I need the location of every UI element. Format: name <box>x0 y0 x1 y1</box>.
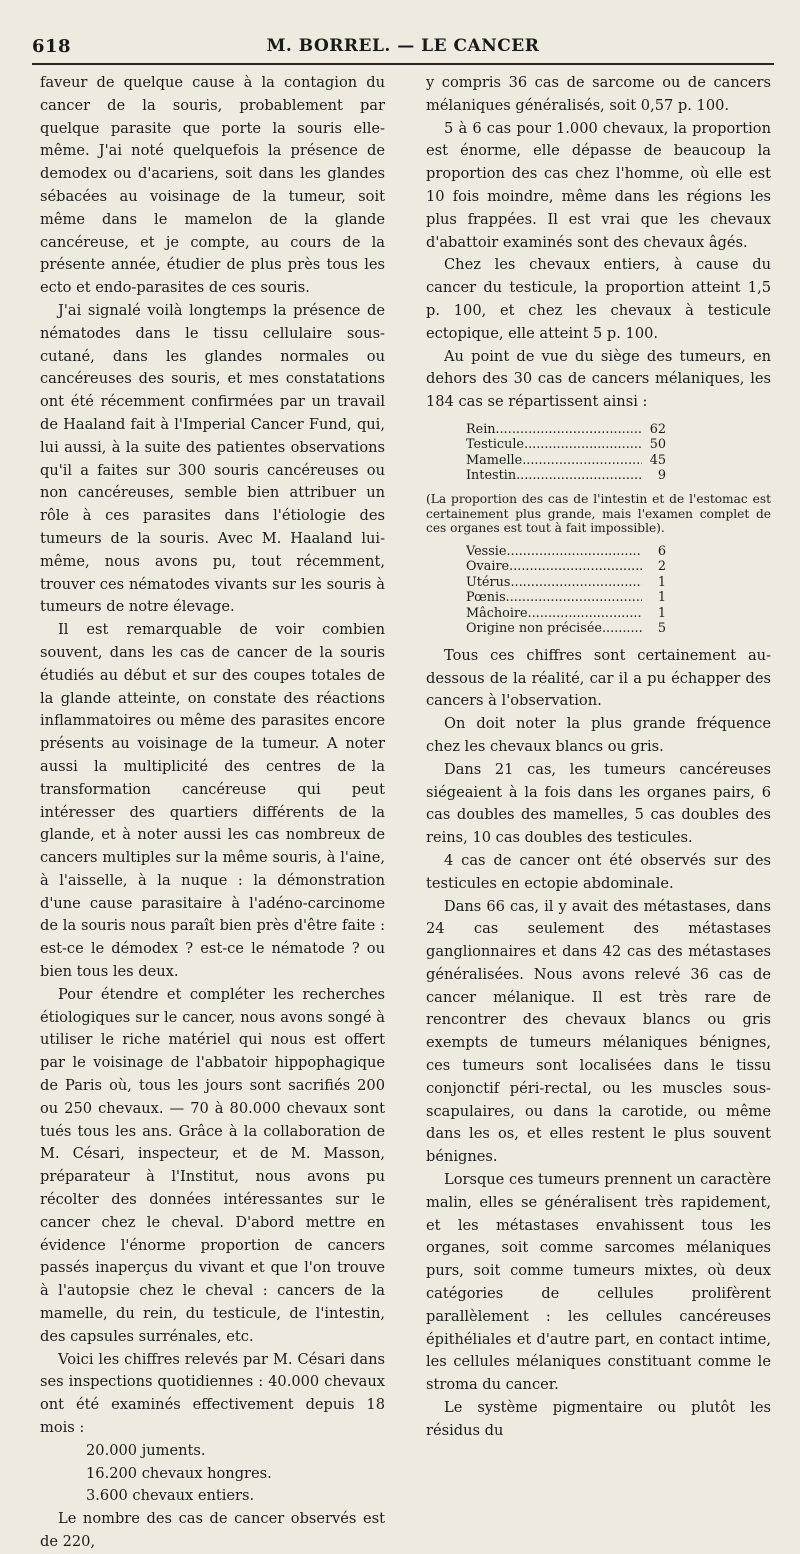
row-value: 2 <box>657 559 666 575</box>
row-value: 6 <box>657 543 666 559</box>
table-row <box>466 590 666 606</box>
paragraph: 5 à 6 cas pour 1.000 chevaux, la proportion est énorme, elle dépasse de beaucoup la proportion des cas chez l'homme, où elle est 10 fois moindre, même dans les régions les plus frappées. Il est vrai que les chevaux d'abattoir examinés sont des chevaux âgés. <box>426 119 771 251</box>
paragraph: Tous ces chiffres sont certainement au-dessous de la réalité, car il a pu échapper des cancers à l'observation. <box>426 646 771 710</box>
paragraph: Lorsque ces tumeurs prennent un caractère malin, elles se généralisent très rapidement, et les métastases envahissent tous les organes, soit comme sarcomes mélaniques purs, soit comme tumeurs mixtes, où deux catégories de cellules prolifèrent parallèlement : les cellules cancéreuses épithéliales et d'autre part, en contact intime, les cellules mélaniques constituant comme le stroma du cancer. <box>426 1171 771 1394</box>
list-item: 20.000 juments. <box>86 1441 206 1459</box>
row-value: 1 <box>657 590 666 606</box>
row-label: Pœnis <box>466 590 506 606</box>
row-value: 50 <box>649 437 666 453</box>
row-label: Ovaire <box>466 559 510 575</box>
paragraph: On doit noter la plus grande fréquence chez les chevaux blancs ou gris. <box>426 715 771 755</box>
paragraph: Le système pigmentaire ou plutôt les résidus du <box>426 1399 771 1439</box>
left-column <box>40 72 385 1554</box>
paragraph: Voici les chiffres relevés par M. Césari dans ses inspections quotidiennes : 40.000 chevaux ont été examinés effectivement depuis 18 mois : <box>40 1350 385 1437</box>
row-label: Testicule <box>466 437 524 453</box>
running-title: M. BORREL. — LE CANCER <box>266 36 540 56</box>
table-row <box>466 422 666 438</box>
table-row <box>466 575 666 591</box>
horse-count-list <box>86 1440 385 1508</box>
paragraph: Dans 66 cas, il y avait des métastases, dans 24 cas seulement des métastases ganglionnaires et dans 42 cas des métastases généralisées. Nous avons relevé 36 cas de cancer mélanique. Il est très rare de rencontrer des chevaux blancs ou gris exempts de tumeurs mélaniques bénignes, ces tumeurs sont localisées dans le tissu conjonctif péri-rectal, ou les muscles sous-scapulaires, ou dans la carotide, ou même dans les os, et elles restent le plus souvent bénignes. <box>426 897 771 1166</box>
list-item: 16.200 chevaux hongres. <box>86 1464 272 1482</box>
table-row <box>466 453 666 469</box>
paragraph: Il est remarquable de voir combien souvent, dans les cas de cancer de la souris étudiés au début et sur des coupes totales de la glande atteinte, on constate des réactions inflammatoires ou même des parasites encore présents au voisinage de la tumeur. A noter aussi la multiplicité des centres de la transformation cancéreuse qui peut intéresser des quartiers différents de la glande, et à noter aussi les cas nombreux de cancers multiples sur la même souris, à l'aine, à l'aisselle, à la nuque : la démonstration d'une cause parasitaire à l'adéno-carcinome de la souris nous paraît bien près d'être faite : est-ce le démodex ? est-ce le nématode ? ou bien tous les deux. <box>40 621 385 981</box>
row-value: 62 <box>649 421 666 437</box>
row-label: Mamelle <box>466 452 523 468</box>
paragraph: J'ai signalé voilà longtemps la présence de nématodes dans le tissu cellulaire sous-cutané, dans les glandes normales ou cancéreuses des souris, et mes constatations ont été récemment confirmées par un travail de Haaland fait à l'Imperial Cancer Fund, qui, lui aussi, à la suite des patientes observations qu'il a faites sur 300 souris cancéreuses ou non cancéreuses, semble bien attribuer un rôle à ces parasites dans l'étiologie des tumeurs de la souris. Avec M. Haaland lui-même, nous avons pu, tout récemment, trouver ces nématodes vivants sur les souris à tumeurs de notre élevage. <box>40 301 385 616</box>
row-label: Mâchoire <box>466 605 528 621</box>
paragraph: faveur de quelque cause à la contagion du cancer de la souris, probablement par quelque parasite que porte la souris elle-même. J'ai noté quelquefois la présence de demodex ou d'acariens, soit dans les glandes sébacées au voisinage de la tumeur, soit même dans le mamelon de la glande cancéreuse, et je compte, au cours de la présente année, étudier de plus près tous les ecto et endo-parasites de ces souris. <box>40 74 385 297</box>
row-value: 5 <box>657 621 666 637</box>
paragraph: 4 cas de cancer ont été observés sur des testicules en ectopie abdominale. <box>426 851 771 892</box>
paragraph: Au point de vue du siège des tumeurs, en dehors des 30 cas de cancers mélaniques, les 184 cas se répartissent ainsi : <box>426 347 771 411</box>
row-label: Intestin <box>466 468 517 484</box>
tumor-site-table-continued <box>466 544 771 637</box>
page-number: 618 <box>32 36 72 57</box>
row-label: Rein <box>466 421 496 437</box>
paragraph: y compris 36 cas de sarcome ou de cancers mélaniques généralisés, soit 0,57 p. 100. <box>426 74 771 114</box>
tumor-site-table <box>466 422 771 484</box>
table-row <box>466 437 666 453</box>
table-row <box>466 544 666 560</box>
header-rule <box>32 63 774 65</box>
paragraph: Dans 21 cas, les tumeurs cancéreuses siégeaient à la fois dans les organes pairs, 6 cas doubles des mamelles, 5 cas doubles des reins, 10 cas doubles des testicules. <box>426 760 771 847</box>
list-item: 3.600 chevaux entiers. <box>86 1487 255 1505</box>
row-value: 45 <box>649 452 666 468</box>
table-row <box>466 621 666 637</box>
running-header <box>32 36 774 64</box>
paragraph: Chez les chevaux entiers, à cause du cancer du testicule, la proportion atteint 1,5 p. 100, et chez les chevaux à testicule ectopique, elle atteint 5 p. 100. <box>426 256 771 342</box>
paragraph: Le nombre des cas de cancer observés est de 220, <box>40 1510 385 1550</box>
row-label: Origine non précisée <box>466 621 602 637</box>
row-value: 9 <box>657 468 666 484</box>
row-label: Vessie <box>466 543 507 559</box>
table-row <box>466 468 666 484</box>
table-row <box>466 606 666 622</box>
row-value: 1 <box>657 574 666 590</box>
row-value: 1 <box>657 605 666 621</box>
table-row <box>466 559 666 575</box>
row-label: Utérus <box>466 574 511 590</box>
paragraph: Pour étendre et compléter les recherches étiologiques sur le cancer, nous avons songé à utiliser le riche matériel qui nous est offert par le voisinage de l'abbatoir hippophagique de Paris où, tous les jours sont sacrifiés 200 ou 250 chevaux. — 70 à 80.000 chevaux sont tués tous les ans. Grâce à la collaboration de M. Césari, inspecteur, et de M. Masson, préparateur à l'Institut, nous avons pu récolter des données intéressantes sur le cancer chez le cheval. D'abord mettre en évidence l'énorme proportion de cancers passés inaperçus du vivant et que l'on trouve à l'autopsie chez le cheval : cancers de la mamelle, du rein, du testicule, de l'intestin, des capsules surrénales, etc. <box>40 985 385 1345</box>
right-column <box>426 72 771 1443</box>
table-note: (La proportion des cas de l'intestin et de l'estomac est certainement plus grande, mais l'examen complet de ces organes est tout à fait impossible). <box>426 491 771 536</box>
